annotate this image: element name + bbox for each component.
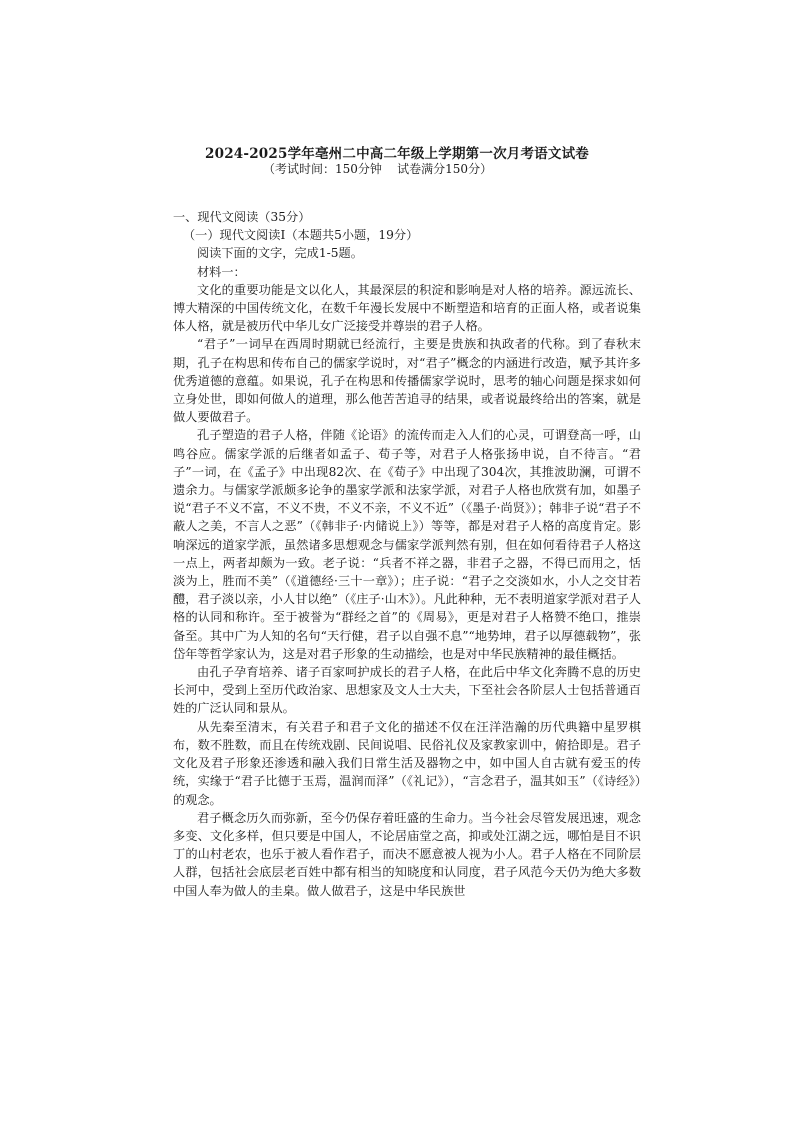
paragraph: 孔子塑造的君子人格，伴随《论语》的流传而走入人们的心灵，可谓登高一呼，山鸣谷应。儒家学派的后继者如孟子、荀子等，对君子人格张扬申说，自不待言。“君子”一词，在《孟子》中出现82次、在《荀子》中出现了304次，其推波助澜，可谓不遗余力。与儒家学派颇多论争的墨家学派和法家学派，对君子人格也欣赏有加，如墨子说“君子不义不富，不义不贵，不义不亲，不义不近”（《墨子·尚贤》）；韩非子说“君子不蔽人之美，不言人之恶”（《韩非子·内储说上》）等等，都是对君子人格的高度肯定。影响深远的道家学派，虽然诸多思想观念与儒家学派判然有别，但在如何看待君子人格这一点上，两者却颇为一致。老子说：“兵者不祥之器，非君子之器，不得已而用之，恬淡为上，胜而不美”（《道德经·三十一章》）；庄子说：“君子之交淡如水，小人之交甘若醴，君子淡以亲，小人甘以绝”（《庄子·山木》）。凡此种种，无不表明道家学派对君子人格的认同和称许。至于被誉为“群经之首”的《周易》，更是对君子人格赞不绝口，推崇备至。其中广为人知的名句“天行健，君子以自强不息”“地势坤，君子以厚德载物”，张岱年等哲学家认为，这是对君子形象的生动描绘，也是对中华民族精神的最佳概括。 (173, 428, 641, 661)
material-label: 材料一： (197, 264, 246, 279)
exam-title: 2024-2025学年亳州二中高二年级上学期第一次月考语文试卷 (205, 146, 589, 162)
paragraph: 从先秦至清末，有关君子和君子文化的描述不仅在汪洋浩瀚的历代典籍中星罗棋布，数不胜数，而且在传统戏剧、民间说唱、民俗礼仪及家教家训中，俯拾即是。君子文化及君子形象还渗透和融入我们日常生活及器物之中，如中国人自古就有爱玉的传统，实缘于“君子比德于玉焉，温润而泽”（《礼记》），“言念君子，温其如玉”（《诗经》）的观念。 (173, 719, 641, 807)
paragraph: 由孔子孕育培养、诸子百家呵护成长的君子人格，在此后中华文化奔腾不息的历史长河中，受到上至历代政治家、思想家及文人士大夫，下至社会各阶层人士包括普通百姓的广泛认同和景从。 (173, 665, 641, 716)
section-subheading: （一）现代文阅读I（本题共5小题，19分） (183, 228, 419, 243)
paragraph: “君子”一词早在西周时期就已经流行，主要是贵族和执政者的代称。到了春秋末期，孔子在构思和传布自己的儒家学说时，对“君子”概念的内涵进行改造，赋予其许多优秀道德的意蕴。如果说，孔子在构思和传播儒家学说时，思考的轴心问题是探求如何立身处世，即如何做人的道理，那么他苦苦追寻的结果，或者说最终给出的答案，就是做人要做君子。 (173, 337, 641, 425)
exam-content (173, 208, 641, 900)
paragraph: 文化的重要功能是文以化人，其最深层的积淀和影响是对人格的培养。源远流长、博大精深的中国传统文化，在数千年漫长发展中不断塑造和培育的正面人格，或者说集体人格，就是被历代中华儿女广泛接受并尊崇的君子人格。 (173, 282, 641, 334)
paragraph: 君子概念历久而弥新，至今仍保存着旺盛的生命力。当今社会尽管发展迅速，观念多变、文化多样，但只要是中国人，不论居庙堂之高，抑或处江湖之远，哪怕是目不识丁的山村老农，也乐于被人看作君子，而决不愿意被人视为小人。君子人格在不同阶层人群，包括社会底层老百姓中都有相当的知晓度和认同度，君子风范今天仍为绝大多数中国人奉为做人的圭臬。做人做君子，这是中华民族世 (173, 810, 641, 898)
reading-instruction: 阅读下面的文字，完成1-5题。 (197, 246, 363, 261)
exam-subtitle: （考试时间：150分钟 试卷满分150分） (263, 162, 493, 176)
section-heading: 一、现代文阅读（35分） (173, 210, 311, 224)
